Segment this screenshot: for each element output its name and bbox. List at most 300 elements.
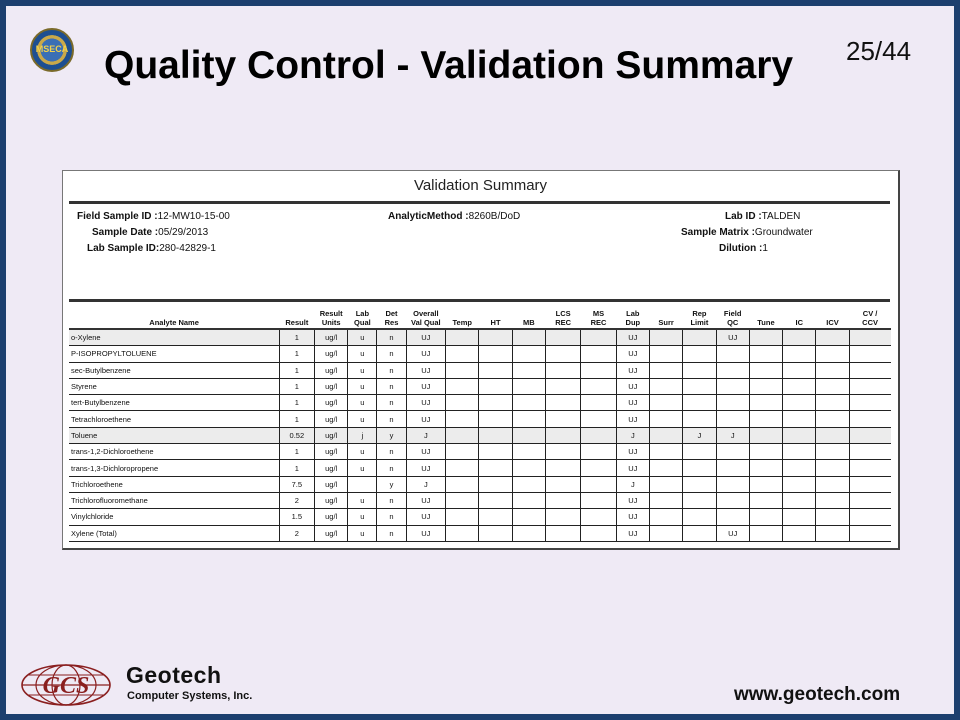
table-cell: UJ	[616, 378, 649, 394]
table-cell	[446, 525, 479, 541]
lab-id-label: Lab ID :	[725, 211, 762, 222]
analyte-name-cell: Tetrachloroethene	[69, 411, 279, 427]
table-cell	[545, 378, 580, 394]
table-cell	[581, 346, 616, 362]
table-cell	[683, 444, 716, 460]
column-header: HT	[479, 304, 512, 329]
table-cell	[649, 476, 682, 492]
analyte-name-cell: Vinylchloride	[69, 509, 279, 525]
table-cell: 7.5	[279, 476, 314, 492]
table-cell	[683, 460, 716, 476]
column-header: Lab Qual	[348, 304, 377, 329]
table-row	[69, 329, 891, 346]
table-cell	[749, 329, 782, 346]
table-cell: j	[348, 427, 377, 443]
table-cell	[783, 378, 816, 394]
table-cell	[816, 444, 849, 460]
table-cell: UJ	[616, 492, 649, 508]
table-cell: 1.5	[279, 509, 314, 525]
table-cell	[512, 411, 545, 427]
table-cell	[849, 476, 891, 492]
table-cell	[749, 525, 782, 541]
website-link[interactable]: www.geotech.com	[734, 684, 901, 705]
table-cell: n	[377, 395, 406, 411]
table-cell	[716, 362, 749, 378]
slide-body	[6, 6, 954, 714]
table-cell	[446, 395, 479, 411]
analyte-name-cell: trans-1,2-Dichloroethene	[69, 444, 279, 460]
table-cell	[545, 460, 580, 476]
column-header: ICV	[816, 304, 849, 329]
table-cell	[446, 509, 479, 525]
table-cell: ug/l	[315, 444, 348, 460]
table-cell	[512, 362, 545, 378]
table-cell: UJ	[406, 492, 446, 508]
table-cell: n	[377, 444, 406, 460]
analytic-method-label: AnalyticMethod :	[388, 211, 469, 222]
mseca-logo-icon	[30, 28, 74, 72]
table-cell: UJ	[406, 378, 446, 394]
geotech-logo-icon	[20, 662, 112, 708]
table-cell	[545, 346, 580, 362]
table-cell	[783, 476, 816, 492]
table-cell	[783, 362, 816, 378]
table-cell	[581, 395, 616, 411]
lab-id-value: TALDEN	[761, 211, 801, 222]
table-cell	[683, 378, 716, 394]
field-sample-id-row	[77, 211, 230, 222]
validation-summary-sheet	[62, 170, 900, 550]
column-header: LCS REC	[545, 304, 580, 329]
table-cell: UJ	[716, 329, 749, 346]
table-cell	[749, 444, 782, 460]
table-cell	[479, 362, 512, 378]
table-cell	[649, 525, 682, 541]
table-cell	[545, 411, 580, 427]
table-cell	[512, 476, 545, 492]
analyte-name-cell: sec-Butylbenzene	[69, 362, 279, 378]
table-cell	[683, 329, 716, 346]
company-name: Geotech	[126, 662, 222, 688]
table-cell	[545, 492, 580, 508]
table-cell: UJ	[406, 444, 446, 460]
table-cell	[683, 346, 716, 362]
table-cell	[783, 444, 816, 460]
table-cell	[849, 362, 891, 378]
table-cell	[716, 346, 749, 362]
lab-sample-id-value: 280-42829-1	[159, 243, 216, 254]
table-cell	[581, 492, 616, 508]
table-cell	[849, 427, 891, 443]
table-cell	[479, 444, 512, 460]
table-cell: UJ	[406, 362, 446, 378]
table-cell	[849, 525, 891, 541]
title-divider	[69, 201, 890, 204]
table-cell: n	[377, 378, 406, 394]
table-cell: UJ	[616, 362, 649, 378]
table-cell: ug/l	[315, 427, 348, 443]
table-cell	[545, 362, 580, 378]
table-cell	[581, 509, 616, 525]
table-cell	[581, 460, 616, 476]
table-cell	[479, 427, 512, 443]
table-cell	[816, 427, 849, 443]
table-cell	[545, 329, 580, 346]
table-cell	[783, 460, 816, 476]
table-cell	[446, 476, 479, 492]
table-cell: 2	[279, 525, 314, 541]
dilution-value: 1	[762, 243, 768, 254]
table-cell: u	[348, 460, 377, 476]
table-cell	[816, 509, 849, 525]
table-cell: UJ	[616, 525, 649, 541]
table-cell	[716, 460, 749, 476]
table-cell	[849, 346, 891, 362]
table-cell	[479, 460, 512, 476]
dilution-row	[719, 243, 768, 254]
table-cell	[816, 329, 849, 346]
table-cell: 1	[279, 444, 314, 460]
table-cell: UJ	[406, 395, 446, 411]
table-cell: u	[348, 395, 377, 411]
table-cell	[649, 378, 682, 394]
column-header: CV / CCV	[849, 304, 891, 329]
analytic-method-value: 8260B/DoD	[468, 211, 521, 222]
table-cell	[446, 411, 479, 427]
lab-id-row	[725, 211, 800, 222]
table-cell	[512, 492, 545, 508]
lab-sample-id-row	[87, 243, 216, 254]
column-header: Surr	[649, 304, 682, 329]
table-cell: ug/l	[315, 411, 348, 427]
table-cell	[749, 427, 782, 443]
table-cell	[849, 395, 891, 411]
table-row	[69, 395, 891, 411]
table-cell	[849, 460, 891, 476]
table-cell	[849, 329, 891, 346]
field-sample-id-label: Field Sample ID :	[77, 211, 158, 222]
table-cell: n	[377, 362, 406, 378]
document-title: Validation Summary	[413, 177, 548, 194]
table-cell: n	[377, 411, 406, 427]
table-cell	[446, 378, 479, 394]
table-cell	[716, 476, 749, 492]
table-cell	[749, 395, 782, 411]
table-cell	[479, 329, 512, 346]
table-row	[69, 444, 891, 460]
table-cell	[683, 509, 716, 525]
table-cell: 1	[279, 329, 314, 346]
table-cell: ug/l	[315, 460, 348, 476]
table-cell	[716, 492, 749, 508]
table-cell	[783, 525, 816, 541]
table-cell	[649, 509, 682, 525]
table-cell	[649, 444, 682, 460]
table-cell	[783, 395, 816, 411]
table-cell	[816, 525, 849, 541]
table-cell: u	[348, 378, 377, 394]
table-cell: u	[348, 492, 377, 508]
table-cell: 1	[279, 378, 314, 394]
table-cell: ug/l	[315, 362, 348, 378]
column-header: IC	[783, 304, 816, 329]
table-cell	[849, 492, 891, 508]
table-cell: J	[406, 476, 446, 492]
table-cell	[446, 427, 479, 443]
column-header: Lab Dup	[616, 304, 649, 329]
table-cell	[545, 395, 580, 411]
table-cell	[581, 444, 616, 460]
table-cell	[479, 509, 512, 525]
table-cell	[545, 509, 580, 525]
analyte-name-cell: tert-Butylbenzene	[69, 395, 279, 411]
column-header: Det Res	[377, 304, 406, 329]
table-cell: J	[616, 427, 649, 443]
table-cell: n	[377, 460, 406, 476]
table-cell	[683, 492, 716, 508]
column-header: Tune	[749, 304, 782, 329]
table-cell	[683, 395, 716, 411]
analyte-name-cell: trans-1,3-Dichloropropene	[69, 460, 279, 476]
column-header: Analyte Name	[69, 304, 279, 329]
table-cell	[749, 411, 782, 427]
table-cell: J	[616, 476, 649, 492]
sample-matrix-label: Sample Matrix :	[681, 227, 755, 238]
table-cell: UJ	[616, 444, 649, 460]
table-cell	[348, 476, 377, 492]
table-row	[69, 492, 891, 508]
table-cell	[479, 525, 512, 541]
analyte-name-cell: o-Xylene	[69, 329, 279, 346]
table-cell	[849, 378, 891, 394]
table-row	[69, 460, 891, 476]
table-cell	[446, 329, 479, 346]
table-cell	[783, 492, 816, 508]
table-cell: 2	[279, 492, 314, 508]
table-cell: n	[377, 492, 406, 508]
table-cell: 1	[279, 411, 314, 427]
table-cell	[512, 329, 545, 346]
column-header: MS REC	[581, 304, 616, 329]
table-cell	[683, 411, 716, 427]
table-cell: ug/l	[315, 346, 348, 362]
validation-table	[69, 304, 891, 542]
table-cell: ug/l	[315, 329, 348, 346]
table-cell: u	[348, 509, 377, 525]
table-cell: 1	[279, 395, 314, 411]
table-cell	[683, 525, 716, 541]
table-cell	[545, 525, 580, 541]
table-cell	[749, 460, 782, 476]
table-cell: n	[377, 329, 406, 346]
table-row	[69, 346, 891, 362]
table-cell	[446, 362, 479, 378]
table-cell: u	[348, 346, 377, 362]
mseca-logo-text: MSECA	[35, 44, 69, 54]
table-cell	[446, 460, 479, 476]
table-cell	[783, 509, 816, 525]
table-cell	[545, 427, 580, 443]
analyte-name-cell: Styrene	[69, 378, 279, 394]
analyte-name-cell: Toluene	[69, 427, 279, 443]
table-cell: n	[377, 346, 406, 362]
table-cell	[512, 427, 545, 443]
column-header: Rep Limit	[683, 304, 716, 329]
analyte-name-cell: Trichlorofluoromethane	[69, 492, 279, 508]
table-cell: UJ	[616, 346, 649, 362]
table-cell	[649, 395, 682, 411]
table-cell	[479, 378, 512, 394]
table-cell	[849, 509, 891, 525]
table-cell	[749, 492, 782, 508]
field-sample-id-value: 12-MW10-15-00	[157, 211, 230, 222]
table-cell	[783, 329, 816, 346]
table-cell: y	[377, 427, 406, 443]
table-cell	[749, 362, 782, 378]
sample-matrix-value: Groundwater	[754, 227, 813, 238]
table-cell	[581, 427, 616, 443]
table-cell	[479, 492, 512, 508]
table-cell	[816, 460, 849, 476]
analyte-name-cell: P-ISOPROPYLTOLUENE	[69, 346, 279, 362]
sample-matrix-row	[681, 227, 813, 238]
sample-date-label: Sample Date :	[92, 227, 159, 238]
table-cell	[849, 444, 891, 460]
table-cell: ug/l	[315, 378, 348, 394]
column-header: Result	[279, 304, 314, 329]
table-cell: ug/l	[315, 395, 348, 411]
table-cell	[581, 476, 616, 492]
table-cell: UJ	[406, 411, 446, 427]
table-cell	[649, 346, 682, 362]
table-cell	[512, 525, 545, 541]
analyte-name-cell: Xylene (Total)	[69, 525, 279, 541]
slide-title: Quality Control - Validation Summary	[104, 44, 794, 87]
table-cell: J	[716, 427, 749, 443]
table-cell	[581, 378, 616, 394]
table-cell	[649, 492, 682, 508]
table-cell: UJ	[616, 395, 649, 411]
table-cell	[749, 378, 782, 394]
table-row	[69, 427, 891, 443]
table-cell: UJ	[616, 411, 649, 427]
table-row	[69, 411, 891, 427]
table-cell	[816, 411, 849, 427]
table-cell	[649, 411, 682, 427]
table-cell	[512, 378, 545, 394]
table-cell	[479, 346, 512, 362]
table-cell	[649, 460, 682, 476]
table-cell	[716, 378, 749, 394]
table-row	[69, 476, 891, 492]
table-cell	[446, 346, 479, 362]
table-cell	[581, 525, 616, 541]
table-cell	[581, 362, 616, 378]
table-cell	[479, 395, 512, 411]
table-cell	[581, 329, 616, 346]
table-row	[69, 509, 891, 525]
table-cell: UJ	[406, 509, 446, 525]
table-cell: UJ	[716, 525, 749, 541]
table-cell	[816, 492, 849, 508]
sample-date-row	[92, 227, 208, 238]
table-cell	[716, 395, 749, 411]
table-cell	[749, 346, 782, 362]
table-cell	[512, 460, 545, 476]
sample-date-value: 05/29/2013	[158, 227, 209, 238]
table-cell	[816, 346, 849, 362]
table-row	[69, 525, 891, 541]
table-cell	[512, 509, 545, 525]
table-cell	[783, 427, 816, 443]
table-cell: 0.52	[279, 427, 314, 443]
table-cell	[783, 346, 816, 362]
table-cell	[479, 411, 512, 427]
table-cell	[683, 362, 716, 378]
analyte-name-cell: Trichloroethene	[69, 476, 279, 492]
table-body	[69, 329, 891, 541]
table-cell: UJ	[406, 346, 446, 362]
table-cell: UJ	[406, 525, 446, 541]
table-cell	[512, 346, 545, 362]
table-cell: u	[348, 411, 377, 427]
table-cell: 1	[279, 362, 314, 378]
table-cell: u	[348, 444, 377, 460]
table-cell	[649, 427, 682, 443]
table-cell: u	[348, 329, 377, 346]
table-cell	[749, 509, 782, 525]
table-cell	[446, 444, 479, 460]
table-cell: 1	[279, 346, 314, 362]
column-header: Overall Val Qual	[406, 304, 446, 329]
table-cell: UJ	[616, 509, 649, 525]
table-cell	[512, 444, 545, 460]
table-cell	[816, 395, 849, 411]
table-cell: UJ	[406, 460, 446, 476]
table-cell: UJ	[406, 329, 446, 346]
company-subtitle: Computer Systems, Inc.	[127, 690, 253, 702]
table-divider	[69, 299, 890, 302]
table-row	[69, 362, 891, 378]
table-cell	[649, 329, 682, 346]
table-cell	[716, 411, 749, 427]
dilution-label: Dilution :	[719, 243, 763, 254]
table-cell	[716, 509, 749, 525]
table-cell: ug/l	[315, 476, 348, 492]
table-cell	[749, 476, 782, 492]
table-cell	[545, 476, 580, 492]
table-cell: u	[348, 362, 377, 378]
table-cell: UJ	[616, 460, 649, 476]
column-header: Result Units	[315, 304, 348, 329]
table-cell	[783, 411, 816, 427]
logo-letters: GCS	[42, 673, 90, 699]
table-cell: J	[406, 427, 446, 443]
column-header: MB	[512, 304, 545, 329]
table-cell: 1	[279, 460, 314, 476]
column-header: Field QC	[716, 304, 749, 329]
table-cell	[816, 476, 849, 492]
table-cell: n	[377, 509, 406, 525]
table-cell: n	[377, 525, 406, 541]
table-cell	[849, 411, 891, 427]
table-cell	[479, 476, 512, 492]
table-cell	[816, 378, 849, 394]
table-cell	[545, 444, 580, 460]
table-cell	[816, 362, 849, 378]
table-cell: ug/l	[315, 492, 348, 508]
table-cell: ug/l	[315, 525, 348, 541]
